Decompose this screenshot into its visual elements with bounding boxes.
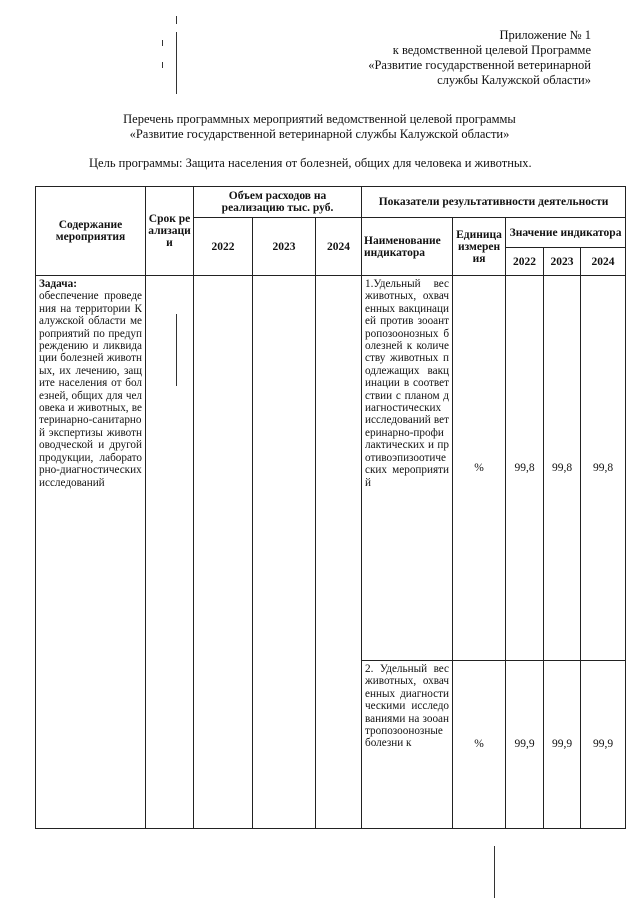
header-term: Срок реализации xyxy=(146,187,194,276)
header-indicator-name: Наименование индикатора xyxy=(362,218,453,276)
task-text: обеспечение проведения на территории Калужской области мероприятий по предупреждению и ликвидации болезней животных, их лечению, защите населения от болезней, общих для человека и животных, ветеринарно-санитарной экспертизы животноводческой и другой продукции, лабораторно-диагностических исследований xyxy=(39,290,142,489)
term-cell xyxy=(146,276,194,829)
appendix-line: Приложение № 1 xyxy=(499,28,591,42)
indicator-value-2024: 99,8 xyxy=(581,276,626,661)
header-indicator-value: Значение индикатора xyxy=(506,218,626,248)
indicator-unit-cell: % xyxy=(453,276,506,661)
header-year-2022: 2022 xyxy=(194,218,253,276)
header-unit: Единица измерения xyxy=(453,218,506,276)
title-line: «Развитие государственной ветеринарной службы Калужской области» xyxy=(129,127,510,141)
task-title: Задача: xyxy=(39,278,77,290)
indicator-unit-cell: % xyxy=(453,661,506,829)
measures-table xyxy=(35,186,626,829)
header-value-2024: 2024 xyxy=(581,248,626,276)
document-title xyxy=(0,112,639,142)
volume-2023-cell xyxy=(253,276,316,829)
task-cell xyxy=(36,276,146,829)
indicator-value-2024: 99,9 xyxy=(581,661,626,829)
appendix-line: к ведомственной целевой Программе xyxy=(392,43,591,57)
header-value-2022: 2022 xyxy=(506,248,544,276)
volume-2024-cell xyxy=(316,276,362,829)
appendix-line: «Развитие государственной ветеринарной xyxy=(368,58,591,72)
scan-mark xyxy=(176,32,177,94)
appendix-block xyxy=(368,28,591,88)
title-line: Перечень программных мероприятий ведомственной целевой программы xyxy=(123,112,516,126)
table-row xyxy=(36,276,626,661)
header-year-2023: 2023 xyxy=(253,218,316,276)
indicator-name-cell: 1.Удельный вес животных, охваченных вакцинацией против зооантропозоонозных болезней к количеству животных подлежащих вакцинации в соответствии с планом диагностических исследований ветеринарно-профилактических и противоэпизоотических мероприятий xyxy=(362,276,453,661)
scan-mark xyxy=(494,846,495,898)
program-goal: Цель программы: Защита населения от болезней, общих для человека и животных. xyxy=(89,156,532,170)
header-volume: Объем расходов на реализацию тыс. руб. xyxy=(194,187,362,218)
scan-mark xyxy=(162,62,163,68)
volume-2022-cell xyxy=(194,276,253,829)
scan-mark xyxy=(176,16,177,24)
scan-mark xyxy=(162,40,163,46)
indicator-value-2023: 99,9 xyxy=(544,661,581,829)
header-content: Содержание мероприятия xyxy=(36,187,146,276)
indicator-value-2022: 99,9 xyxy=(506,661,544,829)
indicator-value-2022: 99,8 xyxy=(506,276,544,661)
appendix-line: службы Калужской области» xyxy=(437,73,591,87)
header-year-2024: 2024 xyxy=(316,218,362,276)
header-value-2023: 2023 xyxy=(544,248,581,276)
indicator-value-2023: 99,8 xyxy=(544,276,581,661)
header-indicators: Показатели результативности деятельности xyxy=(362,187,626,218)
indicator-name-cell: 2. Удельный вес животных, охваченных диагностическими исследованиями на зооантропозоонозные болезни к xyxy=(362,661,453,829)
